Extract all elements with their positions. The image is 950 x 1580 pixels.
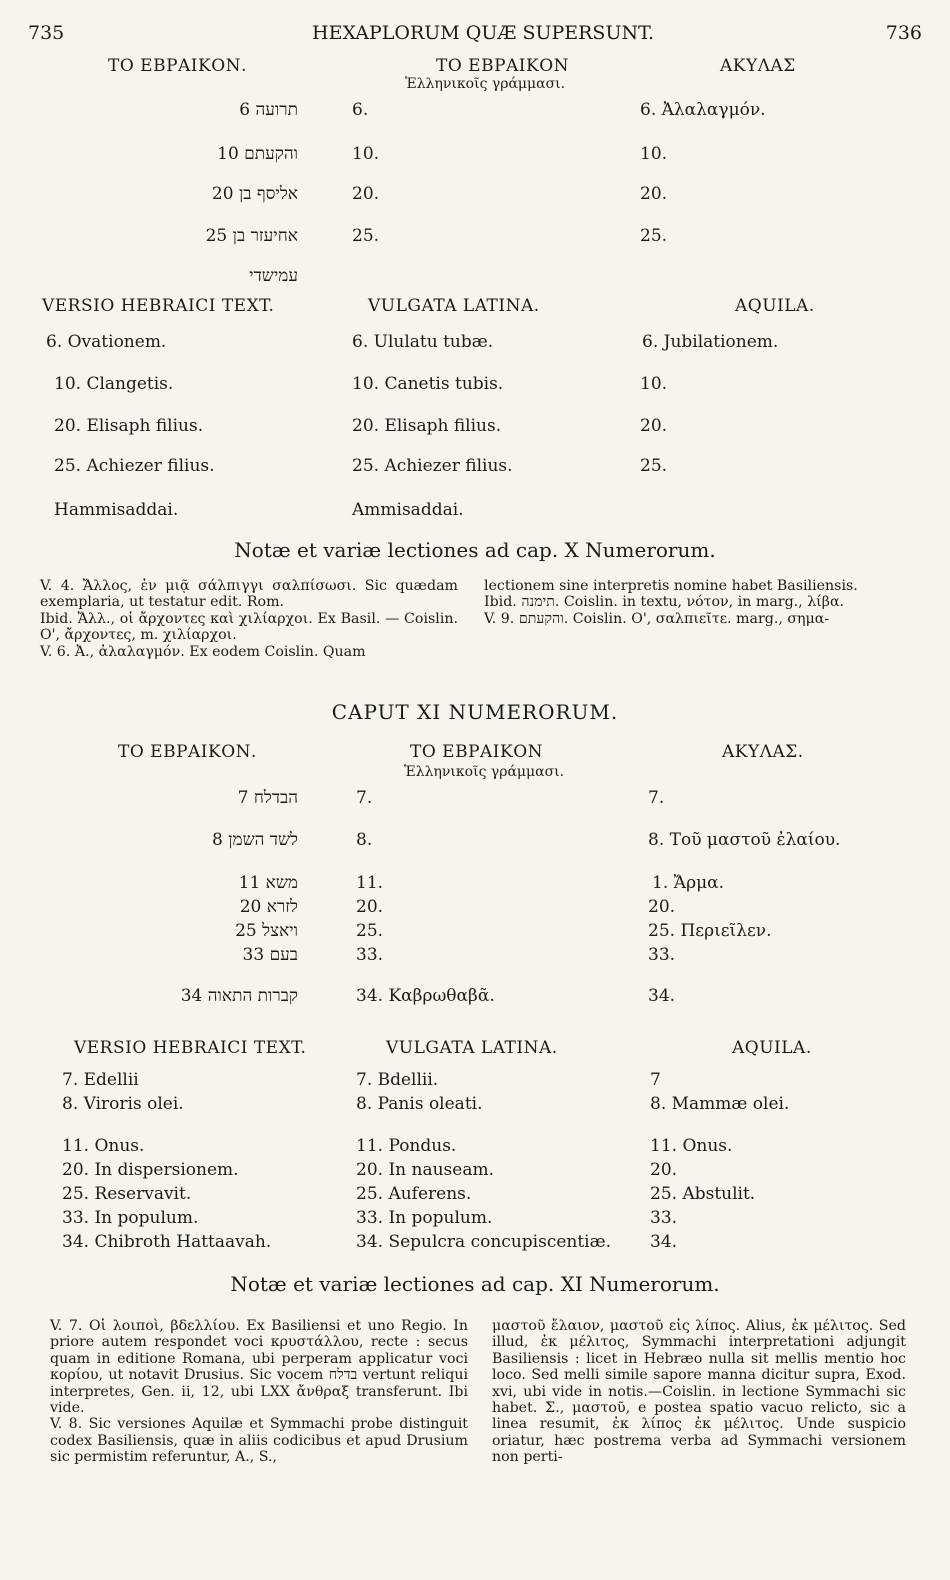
s2-heb-row-3: משא 11 [238, 873, 298, 893]
s2-gr-row-2: 8. [356, 830, 373, 850]
s2-heb-row-4: לזרא 20 [239, 897, 298, 917]
s2-gr-row-4: 20. [356, 897, 384, 917]
s2-gr-row-7: 34. Καβρωθαβᾶ. [356, 986, 495, 1006]
s1-notes-title: Notæ et variæ lectiones ad cap. X Numerorum. [234, 538, 716, 562]
s2-note-left-1: V. 7. Οἱ λοιποὶ, βδελλίου. Ex Basiliensi et uno Regio. In priore autem respondet voci κρυστάλλου, recte : secus quam in editione Romana, ubi perperam applicatur voci κορίου, ut notavit Drusius. Sic vocem בדלח vertunt reliqui interpretes, Gen. ii, 12, ubi LXX ἄνθραξ transferunt. Ibi vide. [50, 1318, 468, 1417]
s2-aq-row-6: 33. [648, 945, 676, 965]
page-number-left: 735 [28, 22, 65, 44]
s1-heb-extra: עמישדי [249, 266, 298, 286]
s1-vulgata-row-4: 25. Achiezer filius. [352, 456, 513, 476]
s1-versio-row-4: 25. Achiezer filius. [54, 456, 215, 476]
s1-gr-row-1: 6. [352, 100, 369, 120]
s2-vulgata-row-4: 20. In nauseam. [356, 1160, 494, 1180]
s2-aquila-row-6: 33. [650, 1208, 678, 1228]
s2-notes-right [492, 1318, 906, 1466]
s2-versio-row-4: 20. In dispersionem. [62, 1160, 239, 1180]
s1-notes-left [40, 578, 458, 660]
s1-gr-row-4: 25. [352, 226, 380, 246]
s2-heb-row-6: בעם 33 [242, 945, 298, 965]
s1-versio-row-5: Hammisaddai. [54, 500, 179, 520]
s2-vulgata-row-7: 34. Sepulcra concupiscentiæ. [356, 1232, 611, 1252]
s2-col-akylas: ΑΚΥΛΑΣ. [722, 742, 804, 762]
s1-heb-row-3: אליסף בן 20 [211, 184, 298, 204]
s2-gr-row-1: 7. [356, 788, 373, 808]
s2-versio-row-7: 34. Chibroth Hattaavah. [62, 1232, 272, 1252]
s1-heb-row-1: תרועה 6 [239, 100, 298, 120]
s2-col-hebraikon: ΤΟ ΕΒΡΑΙΚΟΝ. [118, 742, 257, 762]
s2-aquila-row-1: 7 [650, 1070, 661, 1090]
s2-versio-row-3: 11. Onus. [62, 1136, 145, 1156]
page-number-right: 736 [885, 22, 922, 44]
s2-aquila-row-7: 34. [650, 1232, 678, 1252]
s2-versio-row-2: 8. Viroris olei. [62, 1094, 184, 1114]
s2-gr-row-3: 11. [356, 873, 384, 893]
s2-aq-row-1: 7. [648, 788, 665, 808]
s2-col-subtitle: Ἑλληνικοῖς γράμμασι. [404, 764, 565, 780]
s2-gr-row-6: 33. [356, 945, 384, 965]
s1-vcol-aquila: AQUILA. [735, 296, 815, 316]
s1-vulgata-row-5: Ammisaddai. [352, 500, 464, 520]
s2-versio-row-1: 7. Edellii [62, 1070, 139, 1090]
s1-note-right-2: Ibid. תימנה. Coislin. in textu, νότον, in marg., λίβα. [484, 594, 845, 611]
s1-note-left-3: V. 6. Ἀ., ἀλαλαγμόν. Ex eodem Coislin. Quam [40, 643, 366, 660]
s2-vulgata-row-1: 7. Bdellii. [356, 1070, 439, 1090]
s2-col-hebraikon-greek: ΤΟ ΕΒΡΑΙΚΟΝ [410, 742, 544, 762]
s2-vulgata-row-2: 8. Panis oleati. [356, 1094, 483, 1114]
s2-aq-row-5: 25. Περιεῖλεν. [648, 921, 772, 941]
s1-aq-row-2: 10. [640, 144, 668, 164]
s2-vcol-aquila: AQUILA. [732, 1038, 812, 1058]
s1-col-akylas: ΑΚΥΛΑΣ [720, 56, 796, 76]
s1-col-hebraikon: ΤΟ ΕΒΡΑΙΚΟΝ. [108, 56, 247, 76]
s2-versio-row-5: 25. Reservavit. [62, 1184, 192, 1204]
s2-aquila-row-5: 25. Abstulit. [650, 1184, 756, 1204]
s2-vcol-vulgata: VULGATA LATINA. [386, 1038, 558, 1058]
s1-note-left-1: V. 4. Ἄλλος, ἐν μιᾷ σάλπιγγι σαλπίσωσι. Sic quædam exemplaria, ut testatur edit. Rom. [40, 578, 458, 611]
s1-aquila-row-1: 6. Jubilationem. [642, 332, 779, 352]
s2-aquila-row-2: 8. Mammæ olei. [650, 1094, 790, 1114]
s1-col-subtitle: Ἑλληνικοῖς γράμμασι. [405, 76, 566, 92]
s1-vulgata-row-1: 6. Ululatu tubæ. [352, 332, 494, 352]
s2-note-left-2: V. 8. Sic versiones Aquilæ et Symmachi probe distinguit codex Basiliensis, quæ in aliis codicibus et apud Drusium sic permistim referuntur, A., S., [50, 1416, 468, 1466]
s1-aquila-row-4: 25. [640, 456, 668, 476]
s2-aq-row-2: 8. Τοῦ μαστοῦ ἐλαίου. [648, 830, 841, 850]
s2-vulgata-row-6: 33. In populum. [356, 1208, 493, 1228]
s2-versio-row-6: 33. In populum. [62, 1208, 199, 1228]
s1-col-hebraikon-greek: ΤΟ ΕΒΡΑΙΚΟΝ [436, 56, 570, 76]
s1-versio-row-2: 10. Clangetis. [54, 374, 174, 394]
s2-vcol-versio: VERSIO HEBRAICI TEXT. [74, 1038, 307, 1058]
s2-heb-row-1: הבדלח 7 [237, 788, 298, 808]
s2-notes-left [50, 1318, 468, 1466]
s1-gr-row-3: 20. [352, 184, 380, 204]
s2-vulgata-row-3: 11. Pondus. [356, 1136, 457, 1156]
s1-note-right-3: V. 9. והקעתם. Coislin. Ο', σαλπιεῖτε. marg., σημα- [484, 610, 830, 627]
s1-note-right-1: lectionem sine interpretis nomine habet Basiliensis. [484, 578, 858, 594]
s2-heb-row-5: ויאצל 25 [235, 921, 298, 941]
s1-aq-row-1: 6. Ἀλαλαγμόν. [640, 100, 766, 120]
s2-aquila-row-3: 11. Onus. [650, 1136, 733, 1156]
s1-aquila-row-3: 20. [640, 416, 668, 436]
s2-heb-row-2: לשד השמן 8 [211, 830, 298, 850]
s2-aq-row-4: 20. [648, 897, 676, 917]
s1-aquila-row-2: 10. [640, 374, 668, 394]
s1-versio-row-1: 6. Ovationem. [46, 332, 167, 352]
s1-vcol-versio: VERSIO HEBRAICI TEXT. [42, 296, 275, 316]
s2-notes-title: Notæ et variæ lectiones ad cap. XI Numerorum. [230, 1272, 720, 1296]
s1-vcol-vulgata: VULGATA LATINA. [368, 296, 540, 316]
s1-aq-row-4: 25. [640, 226, 668, 246]
s2-note-right-1: μαστοῦ ἔλαιον, μαστοῦ εἰς λίπος. Alius, ἐκ μέλιτος. Sed illud, ἐκ μέλιτος, Symmachi interpretationi adjungit Basiliensis : licet in Hebræo nulla sit mellis mentio hoc loco. Sed melli simile sapore manna dicitur supra, Exod. xvi, ubi vide in notis.—Coislin. in lectione Symmachi sic habet. Σ., μαστοῦ, e postea spatio vacuo relicto, sic a linea resumit, ἐκ λίπος ἐκ μέλιτος. Unde suspicio oriatur, hæc postrema verba ad Symmachi versionem non perti- [492, 1318, 906, 1466]
s2-aq-row-3: 1. Ἄρμα. [652, 873, 725, 893]
s1-vulgata-row-3: 20. Elisaph filius. [352, 416, 502, 436]
s1-vulgata-row-2: 10. Canetis tubis. [352, 374, 504, 394]
s2-aq-row-7: 34. [648, 986, 676, 1006]
s1-notes-right [484, 578, 906, 627]
s2-vulgata-row-5: 25. Auferens. [356, 1184, 472, 1204]
running-title: HEXAPLORUM QUÆ SUPERSUNT. [312, 22, 655, 44]
s1-versio-row-3: 20. Elisaph filius. [54, 416, 204, 436]
s2-heb-row-7: קברות התאוה 34 [180, 986, 298, 1006]
s1-gr-row-2: 10. [352, 144, 380, 164]
s1-aq-row-3: 20. [640, 184, 668, 204]
s2-aquila-row-4: 20. [650, 1160, 678, 1180]
s1-heb-row-4: אחיעזר בן 25 [205, 226, 298, 246]
s2-caput-title: CAPUT XI NUMERORUM. [331, 700, 619, 724]
s1-note-left-2: Ibid. Ἄλλ., οἱ ἄρχοντες καὶ χιλίαρχοι. Ex Basil. — Coislin. Ο', ἄρχοντες, m. χιλίαρχοι. [40, 610, 458, 644]
s1-heb-row-2: והקעתם 10 [217, 144, 298, 164]
s2-gr-row-5: 25. [356, 921, 384, 941]
